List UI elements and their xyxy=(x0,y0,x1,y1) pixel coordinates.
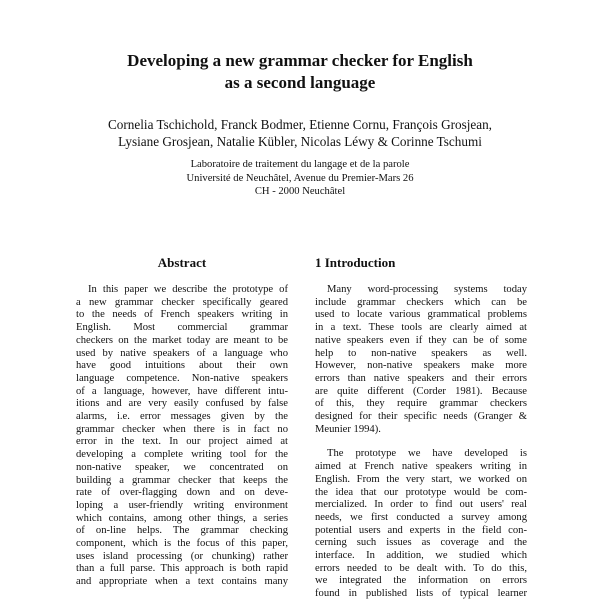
text-line: of a language, however, have different intu- xyxy=(76,385,288,397)
text-line: developing a complete writing tool for the xyxy=(76,449,288,461)
title-line: as a second language xyxy=(224,73,376,92)
text-line: non-native speaker, we concentrated on xyxy=(76,461,288,473)
text-line: have good intuitions about their own xyxy=(76,360,288,372)
text-line: are quite different (Corder 1981). Because xyxy=(315,385,527,397)
text-line: in a text. These tools are clearly aimed at xyxy=(315,322,527,334)
affiliation-line: Laboratoire de traitement du langage et de la parole xyxy=(190,159,410,170)
text-line: errors needed to be dealt with. To do this, xyxy=(315,562,527,574)
introduction-heading: 1 Introduction xyxy=(315,255,396,270)
text-line: a new grammar checker specifically geared xyxy=(76,296,288,308)
text-line: interface. In addition, we studied which xyxy=(315,550,527,562)
text-line: help to non-native speakers as well. xyxy=(315,347,527,359)
text-line: native speakers even if they can be of some xyxy=(315,334,527,346)
author-line: Lysiane Grosjean, Natalie Kübler, Nicolas Léwy & Corinne Tschumi xyxy=(118,134,482,149)
text-line: In this paper we describe the prototype of xyxy=(88,284,288,295)
author-line: Cornelia Tschichold, Franck Bodmer, Etienne Cornu, François Grosjean, xyxy=(108,117,492,132)
text-line: Many word-processing systems today xyxy=(327,284,527,295)
text-line: needs, we first conducted a survey among xyxy=(315,511,527,523)
text-line: English. Most commercial grammar xyxy=(76,322,288,334)
introduction-section xyxy=(315,255,527,601)
paper-title xyxy=(0,50,600,94)
text-line: building a grammar checker that keeps the xyxy=(76,474,288,486)
abstract-section xyxy=(76,255,288,589)
text-line: than a full parse. This approach is both rapid xyxy=(76,563,288,575)
affiliation-line: Université de Neuchâtel, Avenue du Premier-Mars 26 xyxy=(186,172,414,184)
abstract-heading: Abstract xyxy=(157,255,207,270)
text-line: The prototype we have developed is xyxy=(327,448,527,460)
text-line: of this, they require grammar checkers xyxy=(315,398,527,410)
text-line: errors than native speakers and their errors xyxy=(315,372,527,384)
text-line: aimed at French native speakers writing in xyxy=(315,461,527,473)
text-line: cerning such issues as coverage and the xyxy=(315,537,527,549)
text-line: uses island processing (or chunking) rather xyxy=(76,550,288,562)
text-line: component, which is the focus of this paper, xyxy=(76,538,288,550)
text-line: the idea that our prototype would be com- xyxy=(315,486,527,498)
text-line: alarms, i.e. error messages given by the xyxy=(76,411,288,423)
text-line: However, non-native speakers make more xyxy=(315,360,527,372)
introduction-paragraph-2 xyxy=(315,448,527,600)
text-line: to the needs of French speakers writing in xyxy=(76,309,288,321)
author-list xyxy=(0,116,600,150)
text-line: grammar checker when there is in fact no xyxy=(76,423,288,435)
abstract-body xyxy=(76,284,288,589)
text-line: English. From the very start, we worked on xyxy=(315,473,527,485)
text-line: potential users and experts in the field con- xyxy=(315,524,527,536)
text-line: mercialized. In order to find out users' real xyxy=(315,499,527,511)
text-line: of on-line helps. The grammar checking xyxy=(76,525,288,537)
title-line: Developing a new grammar checker for English xyxy=(127,51,473,70)
affiliation-line: CH - 2000 Neuchâtel xyxy=(254,186,346,197)
text-line: rate of over-flagging down and on deve- xyxy=(76,487,288,499)
text-line: we integrated the information on errors xyxy=(315,575,527,587)
text-line: found in published lists of typical learner xyxy=(315,588,527,600)
text-line: used by native speakers of a language who xyxy=(76,347,288,359)
text-line: loping a user-friendly writing environment xyxy=(76,499,288,511)
text-line: itions and are very easily confused by false xyxy=(76,398,288,410)
affiliation xyxy=(0,158,600,199)
text-line: used to locate various grammatical problems xyxy=(315,309,527,321)
text-line: which contains, among other things, a series xyxy=(76,512,288,524)
text-line: include grammar checkers which can be xyxy=(315,296,527,308)
text-line: and appropriate when a text contains many xyxy=(76,576,288,588)
text-line: language competence. Non-native speakers xyxy=(76,372,288,384)
text-line: checkers on the market today are meant to be xyxy=(76,334,288,346)
text-line: error in the text. In our project aimed at xyxy=(76,436,288,448)
introduction-paragraph-1 xyxy=(315,284,527,436)
text-line: designed for their specific needs (Granger & xyxy=(315,411,527,423)
text-line: Meunier 1994). xyxy=(315,423,381,435)
